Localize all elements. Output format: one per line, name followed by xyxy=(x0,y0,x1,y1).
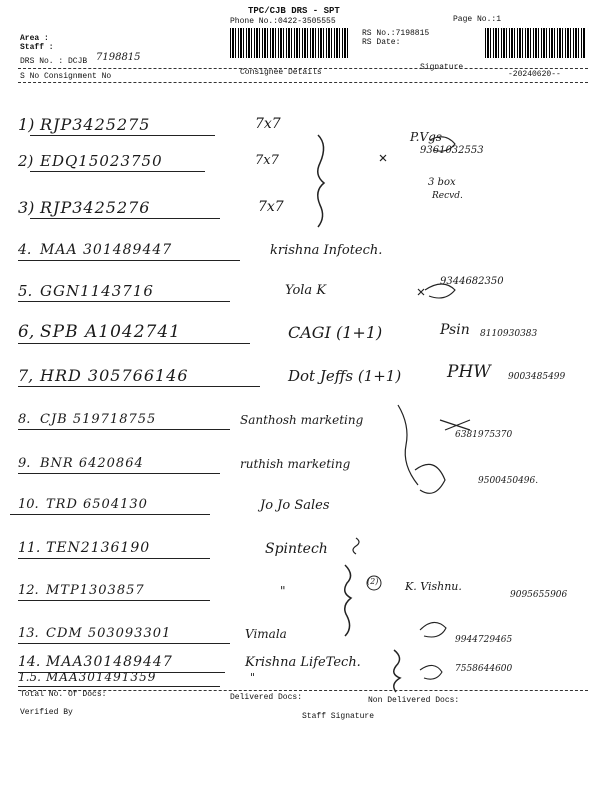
verified-by-label: Verified By xyxy=(20,708,73,717)
note-signature-4: K. Vishnu. xyxy=(405,580,462,593)
entry-number: 13. xyxy=(18,626,39,641)
consignment-number: TEN2136190 xyxy=(46,540,151,556)
note-phone-5: 6381975370 xyxy=(455,430,513,440)
consignee-detail: Spintech xyxy=(265,541,328,557)
entry-number: 6, xyxy=(18,322,35,342)
entry-number: 7, xyxy=(18,366,34,385)
consignment-number: BNR 6420864 xyxy=(40,456,144,471)
delivered-docs-label: Delivered Docs: xyxy=(230,693,303,702)
consignment-number: CJB 519718755 xyxy=(40,412,157,427)
note-signature-2: Psin xyxy=(440,322,470,338)
consignee-detail: 7x7 xyxy=(258,199,284,215)
entry-number: 14. xyxy=(18,654,41,670)
area-label: Area : xyxy=(20,34,49,43)
entry-number: 8. xyxy=(18,412,31,427)
note-phone-3: 8110930383 xyxy=(480,329,538,339)
consignee-detail: Jo Jo Sales xyxy=(260,498,330,513)
consignment-number: MAA301491359 xyxy=(46,670,157,684)
phone-number: Phone No.:0422-3505555 xyxy=(230,17,336,26)
note-circled-count: (2) xyxy=(367,577,379,586)
consignee-detail: 7x7 xyxy=(255,116,281,132)
consignee-detail: CAGI (1+1) xyxy=(288,323,383,342)
note-box-count: 3 box xyxy=(428,177,456,188)
entry-number: 9. xyxy=(18,456,31,471)
consignee-detail: Vimala xyxy=(245,627,287,641)
consignment-number: HRD 305766146 xyxy=(40,366,189,385)
entry-number: 1.5. xyxy=(18,670,41,684)
consignee-detail: Yola K xyxy=(285,283,327,298)
consignee-details-label: Consignee Details xyxy=(240,68,322,77)
note-phone-1: 9361032553 xyxy=(420,145,484,156)
entry-number: 12. xyxy=(18,583,39,598)
note-phone-8: 9944729465 xyxy=(455,635,513,645)
date-line: -20240620-- xyxy=(508,70,561,79)
note-signature-1: P.Vgs xyxy=(410,130,442,144)
staff-label: Staff : xyxy=(20,43,54,52)
entry-number: 4. xyxy=(18,242,32,258)
entry-number: 2) xyxy=(18,152,34,170)
note-phone-9: 7558644600 xyxy=(455,664,513,674)
consignee-detail: Krishna LifeTech. xyxy=(245,655,361,670)
consignee-detail: Dot Jeffs (1+1) xyxy=(288,367,402,385)
drs-number-label: DRS No. : DCJB xyxy=(20,57,88,66)
note-phone-4: 9003485499 xyxy=(508,372,566,382)
rs-number: RS No.:7198815 xyxy=(362,29,430,38)
page-number: Page No.:1 xyxy=(453,15,502,24)
consignee-detail: krishna Infotech. xyxy=(270,243,383,258)
entry-number: 1) xyxy=(18,115,35,134)
drs-number-handwritten: 7198815 xyxy=(96,52,141,63)
consignee-detail: " xyxy=(280,584,286,598)
consignee-detail: ruthish marketing xyxy=(240,457,351,471)
consignee-detail: 7x7 xyxy=(255,153,279,168)
entry-number: 11. xyxy=(18,540,41,556)
entry-number: 10. xyxy=(18,497,39,512)
consignment-number: CDM 503093301 xyxy=(46,626,172,641)
consignment-number: MAA301489447 xyxy=(46,654,173,670)
consignee-detail: Santhosh marketing xyxy=(240,413,364,427)
note-signature-3: PHW xyxy=(447,362,491,382)
consignment-number: EDQ15023750 xyxy=(40,152,163,170)
entry-number: 5. xyxy=(18,282,33,300)
consignment-number: RJP3425276 xyxy=(40,198,151,217)
consignment-number: RJP3425275 xyxy=(40,115,151,134)
consignee-detail: " xyxy=(250,671,256,684)
rs-date: RS Date: xyxy=(362,38,401,47)
note-phone-7: 9095655906 xyxy=(510,590,568,600)
column-headers: S No Consignment No xyxy=(20,72,112,81)
staff-signature-label: Staff Signature xyxy=(302,712,375,721)
entry-number: 3) xyxy=(18,198,35,217)
note-phone-6: 9500450496. xyxy=(478,476,539,486)
note-phone-2: 9344682350 xyxy=(440,276,504,287)
note-received: Recvd. xyxy=(432,191,463,201)
total-docs-label: Total No. Of Docs: xyxy=(20,690,107,699)
signature-column-label: Signature xyxy=(420,63,464,72)
consignment-number: TRD 6504130 xyxy=(46,497,148,512)
consignment-number: MAA 301489447 xyxy=(40,242,173,258)
consignment-number: GGN1143716 xyxy=(40,282,154,300)
consignment-number: SPB A1042741 xyxy=(40,322,181,342)
non-delivered-docs-label: Non Delivered Docs: xyxy=(368,696,460,705)
doc-title: TPC/CJB DRS - SPT xyxy=(248,6,340,16)
consignment-number: MTP1303857 xyxy=(46,583,145,598)
